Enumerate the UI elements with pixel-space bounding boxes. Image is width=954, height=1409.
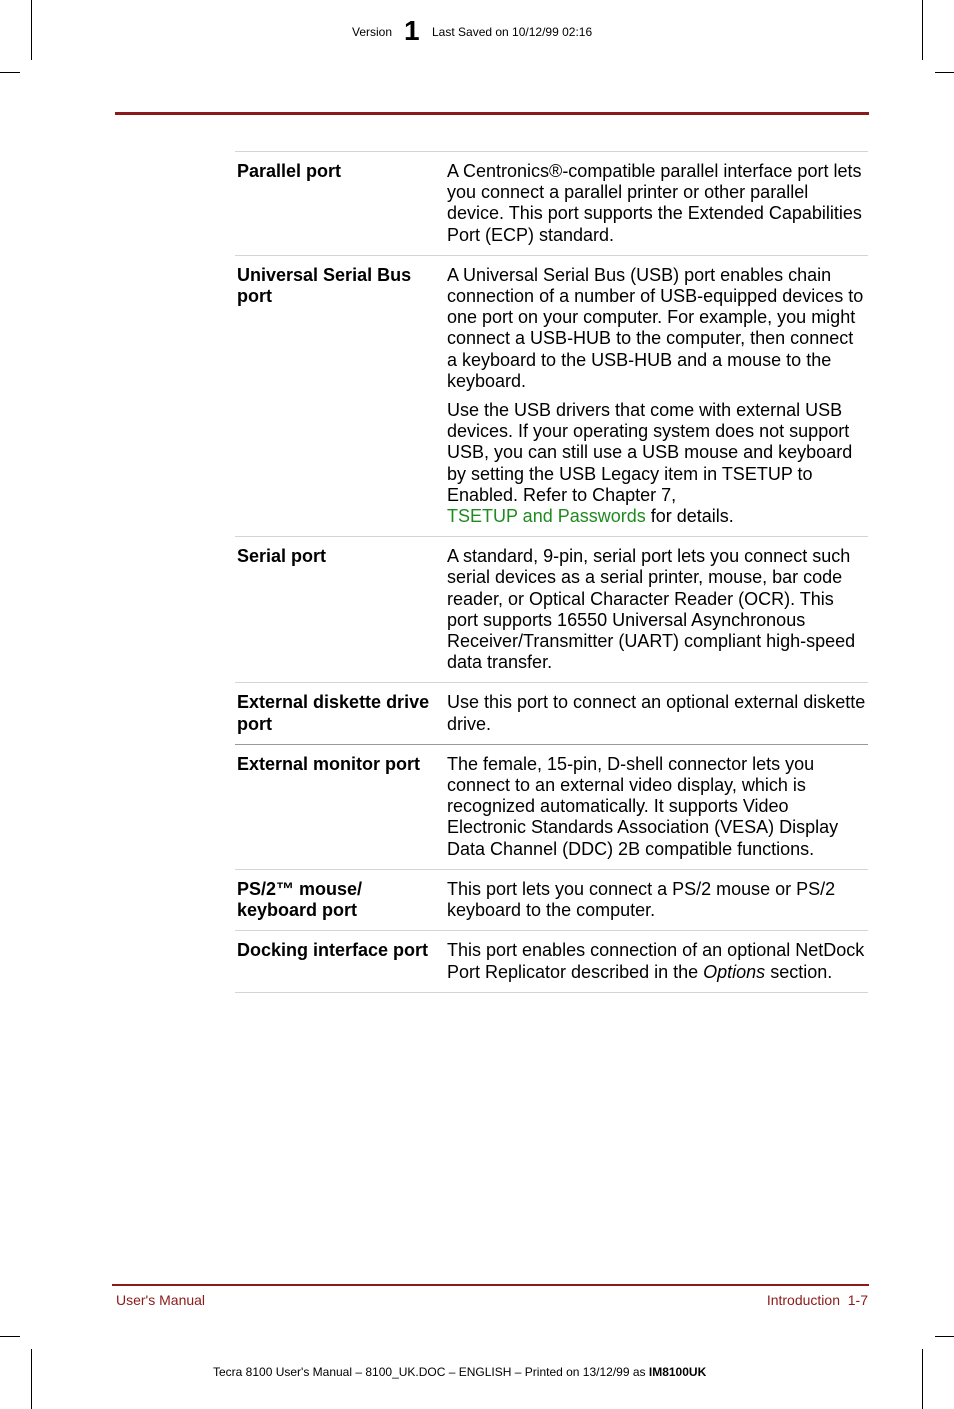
desc-external-monitor-port xyxy=(446,754,868,860)
table-row xyxy=(235,537,868,683)
desc-external-diskette-port xyxy=(446,692,868,734)
options-reference: Options xyxy=(703,961,766,982)
last-saved: Last Saved on 10/12/99 02:16 xyxy=(432,25,593,39)
version-number: 1 xyxy=(404,15,420,46)
term-external-monitor-port: External monitor port xyxy=(237,753,421,774)
port-definition-table xyxy=(235,151,868,993)
description-text-post: section. xyxy=(765,961,833,982)
crop-mark xyxy=(0,72,20,73)
term-parallel-port: Parallel port xyxy=(237,161,342,181)
term-usb-port: Universal Serial Bus port xyxy=(237,264,412,307)
tsetup-passwords-link[interactable]: TSETUP and Passwords xyxy=(447,506,646,527)
version-label: Version xyxy=(352,25,393,39)
footer-page-number: Introduction 1-7 xyxy=(766,1292,868,1308)
desc-parallel-port xyxy=(446,161,868,246)
description-text: The female, 15-pin, D-shell connector lets you connect to an external video display, which is recognized automatically. It supports Video Electronic Standards Association (VESA) Display Data Channel (DDC) 2B compatible functions. xyxy=(447,753,839,859)
term-serial-port: Serial port xyxy=(237,546,327,567)
table-row xyxy=(235,745,868,870)
crop-mark xyxy=(922,1349,923,1409)
table-row xyxy=(235,683,868,744)
footer-manual-title: User's Manual xyxy=(116,1292,206,1308)
print-info-code: IM8100UK xyxy=(648,1365,707,1379)
table-row xyxy=(235,256,868,537)
description-text xyxy=(447,940,868,982)
description-text: This port lets you connect a PS/2 mouse or PS/2 keyboard to the computer. xyxy=(447,878,836,921)
description-text: A standard, 9-pin, serial port lets you connect such serial devices as a serial printer, mouse, bar code reader, or Optical Character Reader (OCR). This port supports 16550 Universal Asynchronous Receiver/Transmitter (UART) compliant high-speed data transfer. xyxy=(447,546,856,673)
document-header xyxy=(0,15,954,48)
desc-usb-port xyxy=(446,265,868,527)
crop-mark xyxy=(0,1336,20,1337)
table-row xyxy=(235,870,868,931)
print-info-text: Tecra 8100 User's Manual – 8100_UK.DOC – ENGLISH – Printed on 13/12/99 as xyxy=(213,1365,649,1379)
header-rule xyxy=(115,112,869,115)
term-ps2-port: PS/2™ mouse/ keyboard port xyxy=(237,878,363,921)
crop-mark xyxy=(935,72,954,73)
description-text: Use this port to connect an optional external diskette drive. xyxy=(447,692,866,734)
crop-mark xyxy=(935,1336,954,1337)
description-text xyxy=(447,400,868,527)
description-text-post: for details. xyxy=(645,506,734,527)
desc-ps2-port xyxy=(446,879,868,921)
description-text: A Centronics®-compatible parallel interface port lets you connect a parallel printer or other parallel device. This port supports the Extended Capabilities Port (ECP) standard. xyxy=(447,161,862,245)
desc-serial-port xyxy=(446,546,868,673)
table-row xyxy=(235,931,868,992)
description-text-pre: This port enables connection of an optional NetDock Port Replicator described in the xyxy=(447,940,865,982)
footer-rule xyxy=(112,1284,869,1286)
table-row xyxy=(235,152,868,256)
description-text-pre: Use the USB drivers that come with external USB devices. If your operating system does not support USB, you can still use a USB mouse and keyboard by setting the USB Legacy item in TSETUP to Enabled. Refer to Chapter 7, xyxy=(447,400,853,505)
desc-docking-interface-port xyxy=(446,940,868,982)
description-text: A Universal Serial Bus (USB) port enables chain connection of a number of USB-equipped devices to one port on your computer. For example, you might connect a USB-HUB to the computer, then connect a keyboard to the USB-HUB and a mouse to the keyboard. xyxy=(447,264,864,391)
crop-mark xyxy=(31,1349,32,1409)
term-external-diskette-port: External diskette drive port xyxy=(237,692,430,734)
term-docking-interface-port: Docking interface port xyxy=(237,940,429,961)
